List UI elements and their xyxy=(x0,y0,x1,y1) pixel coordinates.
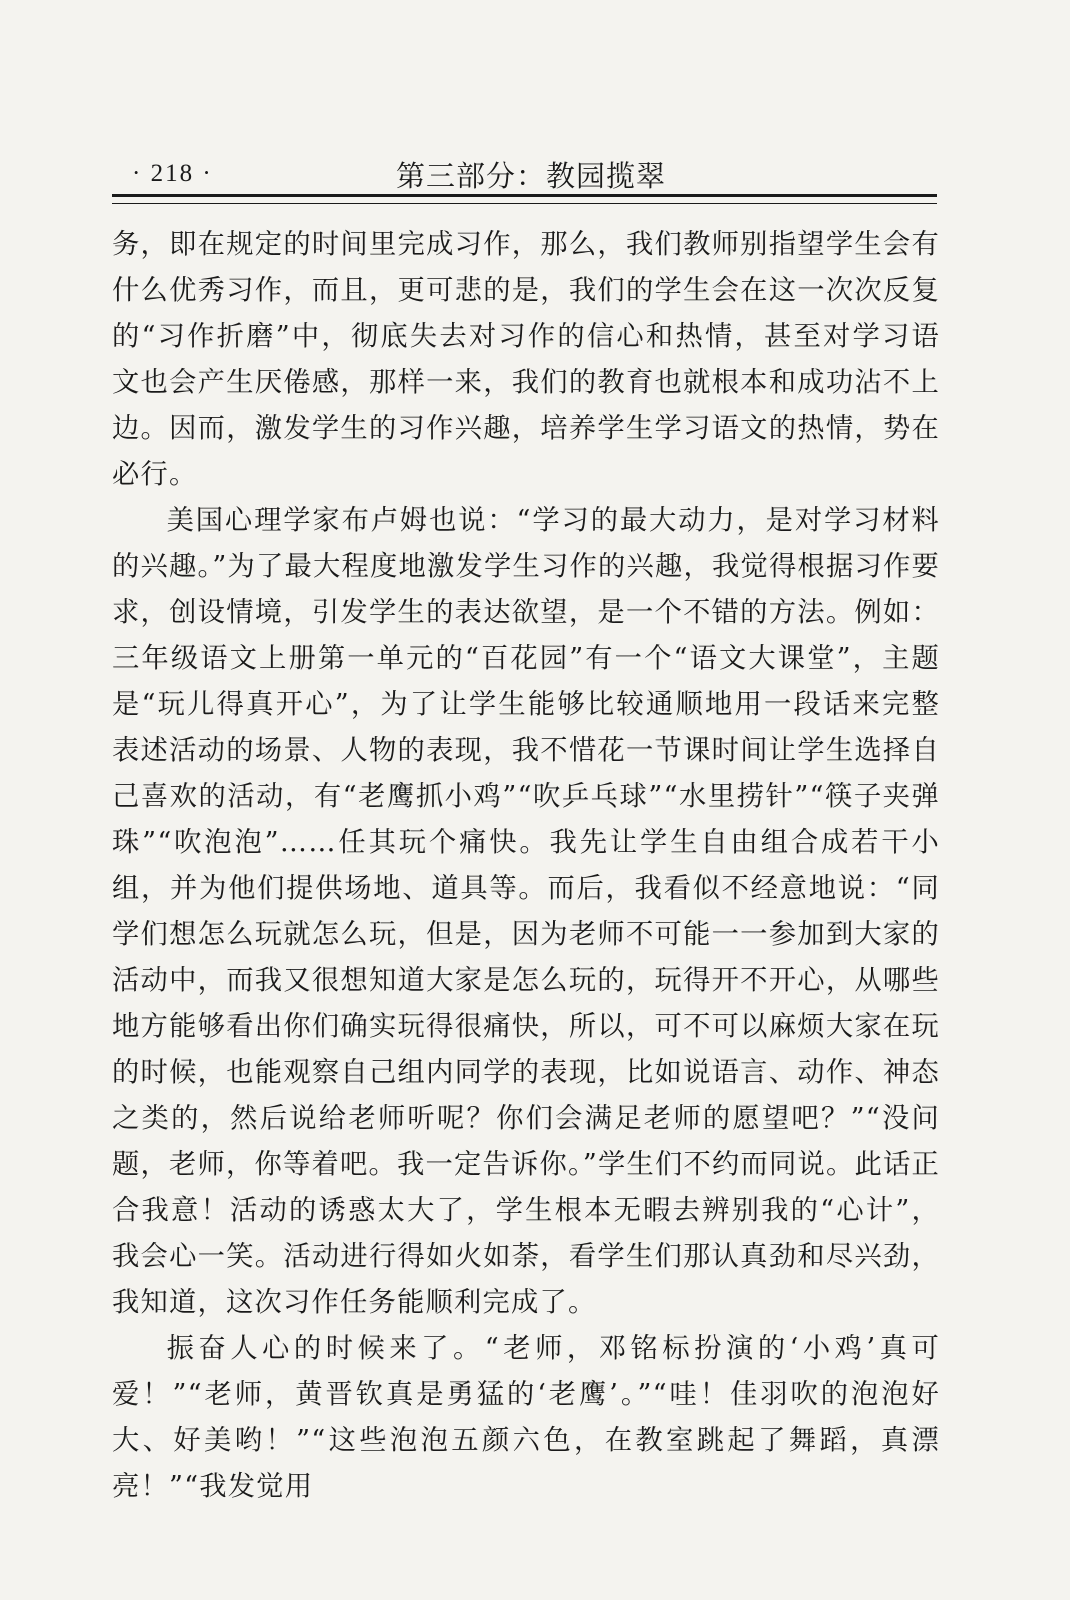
paragraph: 振奋人心的时候来了。“老师，邓铭标扮演的‘小鸡’真可爱！”“老师，黄晋钦真是勇猛的‘老鹰’。”“哇！佳羽吹的泡泡好大、好美哟！”“这些泡泡五颜六色，在教室跳起了舞蹈，真漂亮！”“我发觉用 xyxy=(112,1333,940,1502)
header-rule-thin xyxy=(112,203,937,204)
paragraph-continued: 务，即在规定的时间里完成习作，那么，我们教师别指望学生会有什么优秀习作，而且，更可悲的是，我们的学生会在这一次次反复的“习作折磨”中，彻底失去对习作的信心和热情，甚至对学习语文也会产生厌倦感，那样一来，我们的教育也就根本和成功沾不上边。因而，激发学生的习作兴趣，培养学生学习语文的热情，势在必行。 xyxy=(112,229,940,490)
page-header xyxy=(112,150,937,193)
page-number: · 218 · xyxy=(132,160,213,187)
header-rule-thick xyxy=(112,194,937,197)
running-title: 第三部分：教园揽翠 xyxy=(396,159,667,193)
paragraph: 美国心理学家布卢姆也说：“学习的最大动力，是对学习材料的兴趣。”为了最大程度地激发学生习作的兴趣，我觉得根据习作要求，创设情境，引发学生的表达欲望，是一个不错的方法。例如：三年级语文上册第一单元的“百花园”有一个“语文大课堂”，主题是“玩儿得真开心”，为了让学生能够比较通顺地用一段话来完整表述活动的场景、人物的表现，我不惜花一节课时间让学生选择自己喜欢的活动，有“老鹰抓小鸡”“吹乒乓球”“水里捞针”“筷子夹弹珠”“吹泡泡”……任其玩个痛快。我先让学生自由组合成若干小组，并为他们提供场地、道具等。而后，我看似不经意地说：“同学们想怎么玩就怎么玩，但是，因为老师不可能一一参加到大家的活动中，而我又很想知道大家是怎么玩的，玩得开不开心，从哪些地方能够看出你们确实玩得很痛快，所以，可不可以麻烦大家在玩的时候，也能观察自己组内同学的表现，比如说语言、动作、神态之类的，然后说给老师听呢？你们会满足老师的愿望吧？”“没问题，老师，你等着吧。我一定告诉你。”学生们不约而同说。此话正合我意！活动的诱惑太大了，学生根本无暇去辨别我的“心计”，我会心一笑。活动进行得如火如荼，看学生们那认真劲和尽兴劲，我知道，这次习作任务能顺利完成了。 xyxy=(112,505,940,1318)
body-text xyxy=(112,222,940,1510)
